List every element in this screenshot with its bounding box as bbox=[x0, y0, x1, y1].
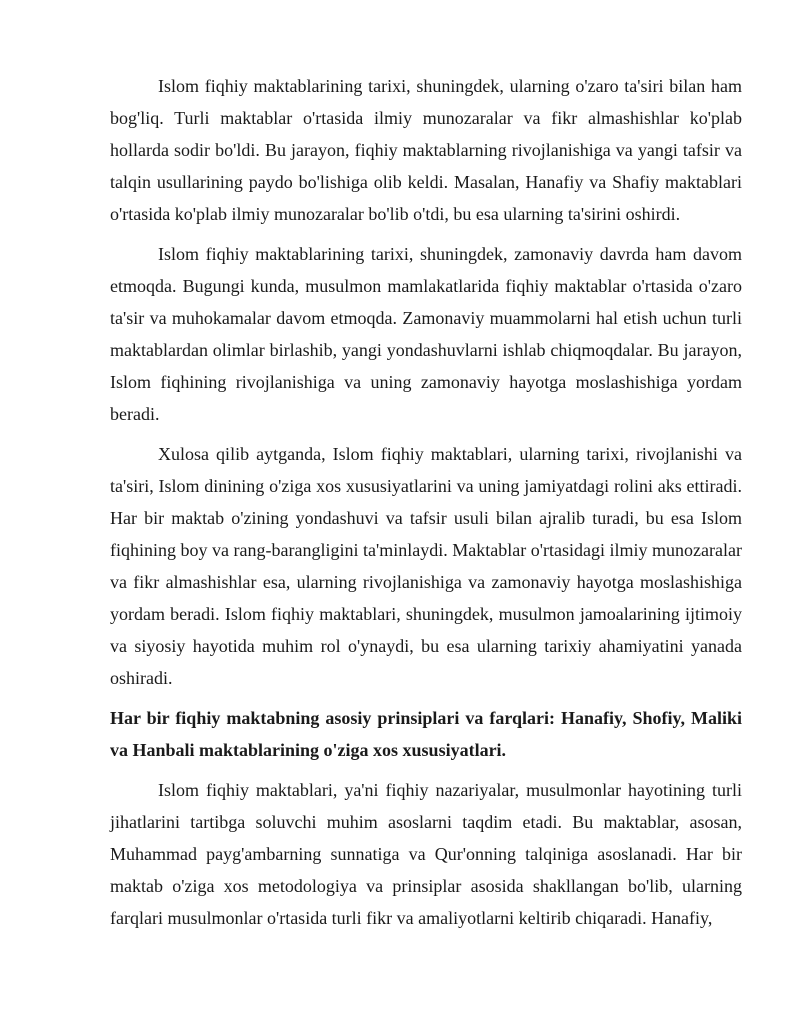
body-paragraph: Islom fiqhiy maktablari, ya'ni fiqhiy nazariyalar, musulmonlar hayotining turli jihatlarini tartibga soluvchi muhim asoslarni taqdim etadi. Bu maktablar, asosan, Muhammad payg'ambarning sunnatiga va Qur'onning talqiniga asoslanadi. Har bir maktab o'ziga xos metodologiya va prinsiplar asosida shakllangan bo'lib, ularning farqlari musulmonlar o'rtasida turli fikr va amaliyotlarni keltirib chiqaradi. Hanafiy, bbox=[110, 780, 742, 928]
body-paragraph: Islom fiqhiy maktablarining tarixi, shuningdek, ularning o'zaro ta'siri bilan ham bog'liq. Turli maktablar o'rtasida ilmiy munozaralar va fikr almashishlar ko'plab hollarda sodir bo'ldi. Bu jarayon, fiqhiy maktablarning rivojlanishiga va yangi tafsir va talqin usullarining paydo bo'lishiga olib keldi. Masalan, Hanafiy va Shafiy maktablari o'rtasida ko'plab ilmiy munozaralar bo'lib o'tdi, bu esa ularning ta'sirini oshirdi. bbox=[110, 76, 742, 224]
document-page bbox=[110, 70, 742, 942]
section-heading: Har bir fiqhiy maktabning asosiy prinsiplari va farqlari: Hanafiy, Shofiy, Maliki va Hanbali maktablarining o'ziga xos xususiyatlari. bbox=[110, 708, 742, 760]
body-paragraph: Xulosa qilib aytganda, Islom fiqhiy maktablari, ularning tarixi, rivojlanishi va ta'siri, Islom dinining o'ziga xos xususiyatlarini va uning jamiyatdagi rolini aks ettiradi. Har bir maktab o'zining yondashuvi va tafsir usuli bilan ajralib turadi, bu esa Islom fiqhining boy va rang-barangligini ta'minlaydi. Maktablar o'rtasidagi ilmiy munozaralar va fikr almashishlar esa, ularning rivojlanishiga va zamonaviy hayotga moslashishiga yordam beradi. Islom fiqhiy maktablari, shuningdek, musulmon jamoalarining ijtimoiy va siyosiy hayotida muhim rol o'ynaydi, bu esa ularning tarixiy ahamiyatini yanada oshiradi. bbox=[110, 444, 742, 688]
body-paragraph: Islom fiqhiy maktablarining tarixi, shuningdek, zamonaviy davrda ham davom etmoqda. Bugungi kunda, musulmon mamlakatlarida fiqhiy maktablar o'rtasida o'zaro ta'sir va muhokamalar davom etmoqda. Zamonaviy muammolarni hal etish uchun turli maktablardan olimlar birlashib, yangi yondashuvlarni ishlab chiqmoqdalar. Bu jarayon, Islom fiqhining rivojlanishiga va uning zamonaviy hayotga moslashishiga yordam beradi. bbox=[110, 244, 742, 424]
